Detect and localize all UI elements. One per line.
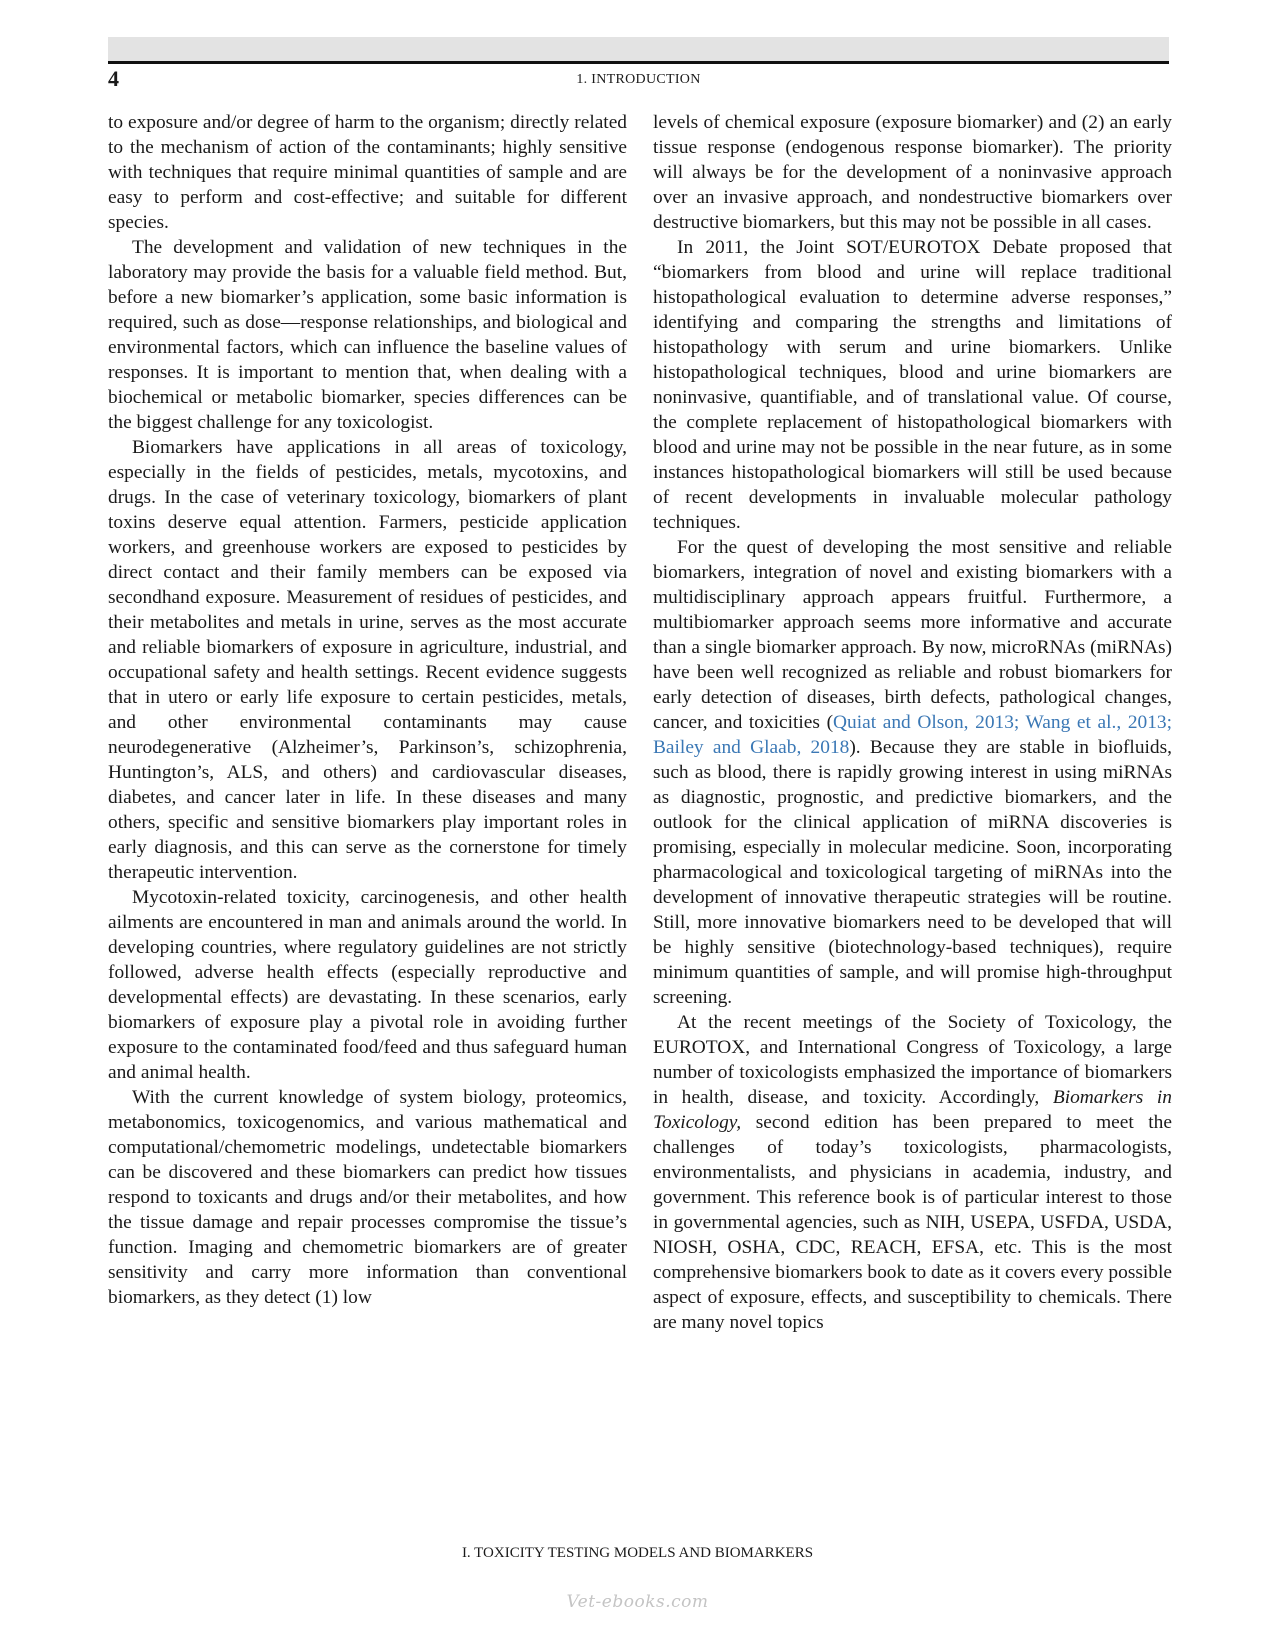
- paragraph: [653, 1010, 1172, 1335]
- paragraph: With the current knowledge of system biology, proteomics, metabonomics, toxicogenomics, and various mathematical and computational/chemometric modelings, undetectable biomarkers can be discovered and these biomarkers can predict how tissues respond to toxicants and drugs and/or their metabolites, and how the tissue damage and repair processes compromise the tissue’s function. Imaging and chemometric biomarkers are of greater sensitivity and carry more information than conventional biomarkers, as they detect (1) low: [108, 1087, 627, 1308]
- running-head: 1. INTRODUCTION: [576, 72, 701, 87]
- header-rule: [108, 61, 1169, 64]
- paragraph: In 2011, the Joint SOT/EUROTOX Debate proposed that “biomarkers from blood and urine will replace traditional histopathological evaluation to determine adverse responses,” identifying and comparing the strengths and limitations of histopathology with serum and urine biomarkers. Unlike histopathological techniques, blood and urine biomarkers are noninvasive, quantifiable, and of translational value. Of course, the complete replacement of histopathological biomarkers with blood and urine may not be possible in the near future, as in some instances histopathological biomarkers will still be used because of recent developments in invaluable molecular pathology techniques.: [653, 237, 1172, 533]
- paragraph: to exposure and/or degree of harm to the organism; directly related to the mechanism of action of the contaminants; highly sensitive with techniques that require minimal quantities of sample and are easy to perform and cost-effective; and suitable for different species.: [108, 112, 627, 233]
- footer-section-title: I. TOXICITY TESTING MODELS AND BIOMARKERS: [461, 1545, 814, 1561]
- watermark-logo: Vet-ebooks.com: [566, 1592, 709, 1612]
- citation-link[interactable]: Quiat and Olson, 2013; Wang et al., 2013; Bailey and Glaab, 2018: [653, 712, 1172, 758]
- paragraph-text: At the recent meetings of the Society of Toxicology, the EUROTOX, and International Congress of Toxicology, a large number of toxicologists emphasized the importance of biomarkers in health, disease, and toxicity. Accordingly,: [653, 1012, 1172, 1108]
- paragraph: [653, 535, 1172, 1010]
- right-column: [653, 110, 1172, 1335]
- paragraph-text: For the quest of developing the most sensitive and reliable biomarkers, integration of novel and existing biomarkers with a multidisciplinary approach appears fruitful. Furthermore, a multibiomarker approach seems more informative and accurate than a single biomarker approach. By now, microRNAs (miRNAs) have been well recognized as reliable and robust biomarkers for early detection of diseases, birth defects, pathological changes, cancer, and toxicities (: [653, 537, 1172, 733]
- paragraph: The development and validation of new techniques in the laboratory may provide the basis for a valuable field method. But, before a new biomarker’s application, some basic information is required, such as dose—response relationships, and biological and environmental factors, which can influence the baseline values of responses. It is important to mention that, when dealing with a biochemical or metabolic biomarker, species differences can be the biggest challenge for any toxicologist.: [108, 237, 627, 433]
- paragraph-text: second edition has been prepared to meet the challenges of today’s toxicologists, pharmacologists, environmentalists, and physicians in academia, industry, and government. This reference book is of particular interest to those in governmental agencies, such as NIH, USEPA, USFDA, USDA, NIOSH, OSHA, CDC, REACH, EFSA, etc. This is the most comprehensive biomarkers book to date as it covers every possible aspect of exposure, effects, and susceptibility to chemicals. There are many novel topics: [653, 1112, 1172, 1333]
- paragraph-text: ). Because they are stable in biofluids, such as blood, there is rapidly growing interest in using miRNAs as diagnostic, prognostic, and predictive biomarkers, and the outlook for the clinical application of miRNA discoveries is promising, especially in molecular medicine. Soon, incorporating pharmacological and toxicological targeting of miRNAs into the development of innovative therapeutic strategies will be routine. Still, more innovative biomarkers need to be developed that will be highly sensitive (biotechnology-based techniques), require minimum quantities of sample, and will promise high-throughput screening.: [653, 737, 1172, 1008]
- paragraph: Biomarkers have applications in all areas of toxicology, especially in the fields of pesticides, metals, mycotoxins, and drugs. In the case of veterinary toxicology, biomarkers of plant toxins deserve equal attention. Farmers, pesticide application workers, and greenhouse workers are exposed to pesticides by direct contact and their family members can be exposed via secondhand exposure. Measurement of residues of pesticides, and their metabolites and metals in urine, serves as the most accurate and reliable biomarkers of exposure in agriculture, industrial, and occupational safety and health settings. Recent evidence suggests that in utero or early life exposure to certain pesticides, metals, and other environmental contaminants may cause neurodegenerative (Alzheimer’s, Parkinson’s, schizophrenia, Huntington’s, ALS, and others) and cardiovascular diseases, diabetes, and cancer later in life. In these diseases and many others, specific and sensitive biomarkers play important roles in early diagnosis, and this can serve as the cornerstone for timely therapeutic intervention.: [108, 437, 627, 883]
- book-title: Biomarkers in Toxicology,: [653, 1087, 1172, 1133]
- left-column: [108, 110, 627, 1310]
- header-band: [108, 37, 1169, 61]
- paragraph: Mycotoxin-related toxicity, carcinogenesis, and other health ailments are encountered in man and animals around the world. In developing countries, where regulatory guidelines are not strictly followed, adverse health effects (especially reproductive and developmental effects) are devastating. In these scenarios, early biomarkers of exposure play a pivotal role in avoiding further exposure to the contaminated food/feed and thus safeguard human and animal health.: [108, 887, 627, 1083]
- paragraph: levels of chemical exposure (exposure biomarker) and (2) an early tissue response (endogenous response biomarker). The priority will always be for the development of a noninvasive approach over an invasive approach, and nondestructive biomarkers over destructive biomarkers, but this may not be possible in all cases.: [653, 112, 1172, 233]
- page-number: 4: [108, 66, 119, 91]
